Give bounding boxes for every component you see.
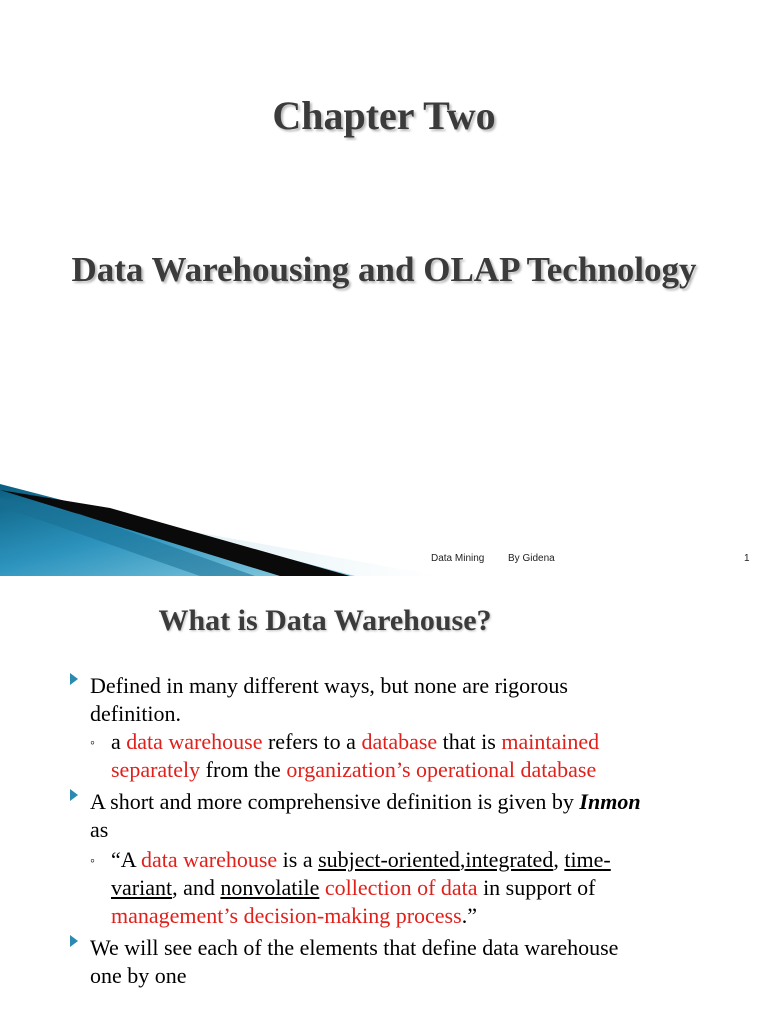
bullet-text-line: one by one — [90, 963, 187, 988]
highlight-operational-database: organization’s operational database — [286, 757, 597, 782]
footer-page-number: 1 — [744, 553, 750, 564]
triangle-bullet-icon — [70, 935, 78, 947]
text-run: “A — [111, 847, 141, 872]
slide-decoration-swoosh — [0, 476, 460, 576]
bullet-text-line: Defined in many different ways, but none are rigorous — [90, 673, 568, 698]
bullet-text-line: definition. — [90, 701, 182, 726]
text-run: , and — [172, 875, 221, 900]
bullet-inmon-definition — [70, 788, 760, 844]
highlight-collection-of-data: collection of data — [324, 875, 478, 900]
slide-title: What is Data Warehouse? — [158, 604, 492, 637]
underlined-subject-oriented: subject-oriented — [318, 847, 460, 872]
highlight-database: database — [361, 729, 438, 754]
text-run: from the — [200, 757, 287, 782]
text-run: A short and more comprehensive definition is given by — [90, 789, 580, 814]
author-name-inmon: Inmon — [579, 789, 641, 814]
bullet-definition — [70, 672, 760, 728]
main-title: Data Warehousing and OLAP Technology — [71, 250, 697, 289]
footer-author: By Gidena — [508, 553, 555, 564]
text-run: in support of — [477, 875, 596, 900]
highlight-maintained: maintained — [501, 729, 600, 754]
text-run: is a — [277, 847, 319, 872]
text-run: a — [111, 729, 127, 754]
highlight-data-warehouse: data warehouse — [140, 847, 278, 872]
footer-course: Data Mining — [431, 553, 485, 564]
content-slide — [0, 576, 768, 1024]
sub-bullet-dw-definition — [90, 728, 761, 784]
text-run: refers to a — [262, 729, 362, 754]
text-run: , — [553, 847, 565, 872]
underlined-integrated: integrated — [465, 847, 554, 872]
underlined-variant: variant — [111, 875, 173, 900]
underlined-time: time- — [564, 847, 611, 872]
circle-bullet-icon: ◦ — [90, 854, 95, 869]
bullet-text-line: We will see each of the elements that define data warehouse — [90, 935, 619, 960]
sub-bullet-inmon-quote — [90, 846, 761, 930]
triangle-bullet-icon — [70, 673, 78, 685]
text-run: .” — [461, 903, 477, 928]
underlined-nonvolatile: nonvolatile — [220, 875, 320, 900]
bullet-elements — [70, 934, 760, 990]
circle-bullet-icon: ◦ — [90, 736, 95, 751]
text-run: , — [459, 847, 466, 872]
text-run: that is — [437, 729, 502, 754]
highlight-separately: separately — [111, 757, 201, 782]
chapter-title: Chapter Two — [272, 93, 496, 138]
highlight-data-warehouse: data warehouse — [126, 729, 263, 754]
triangle-bullet-icon — [70, 789, 78, 801]
highlight-decision-making-process: management’s decision-making process — [111, 903, 462, 928]
text-run: as — [90, 817, 109, 842]
